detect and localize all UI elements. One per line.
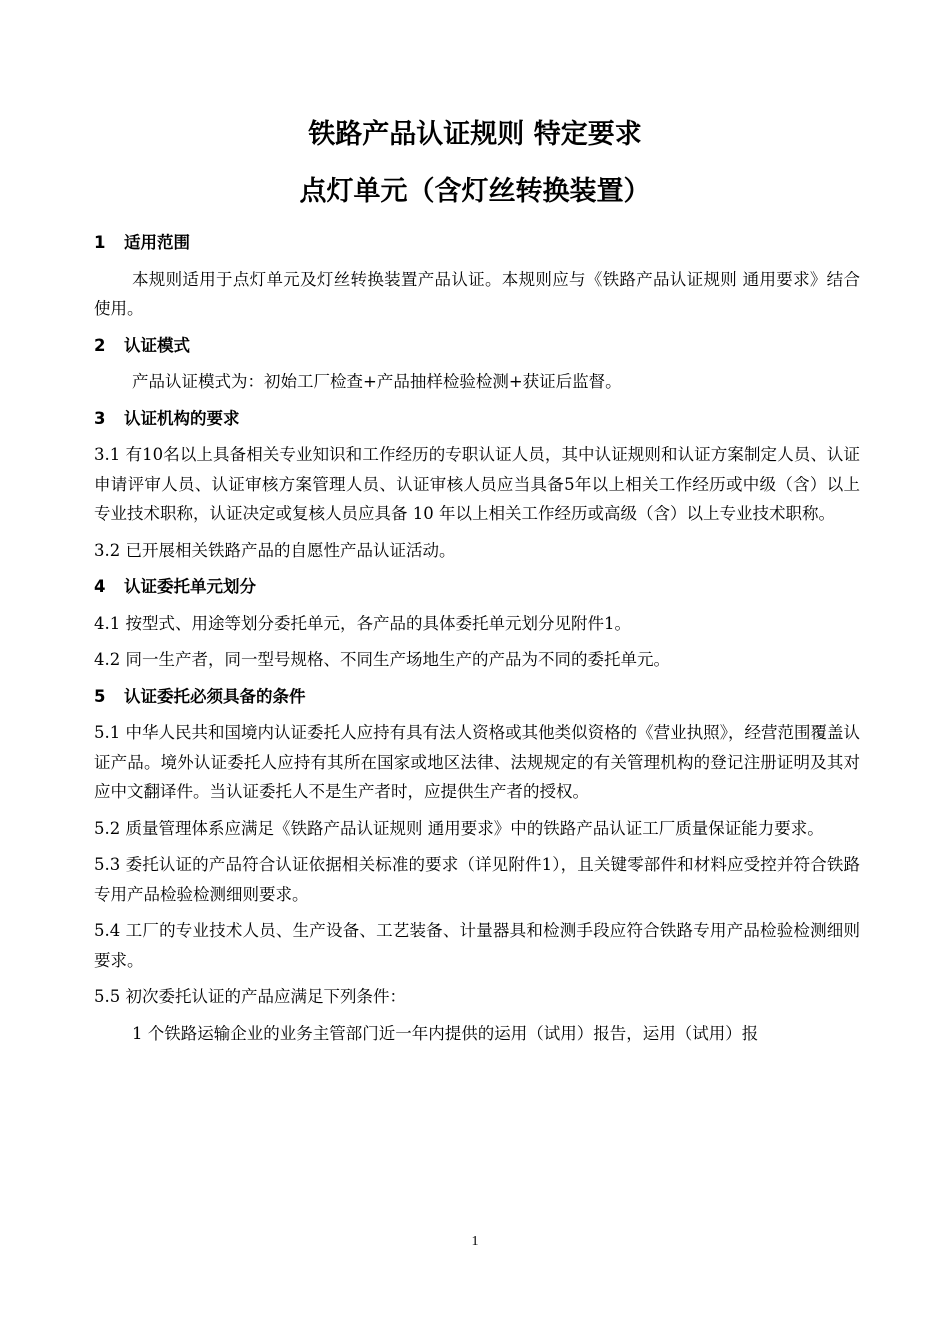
- document-body: [94, 228, 860, 1055]
- paragraph-5-1: 5.1 中华人民共和国境内认证委托人应持有具有法人资格或其他类似资格的《营业执照》，经营范围覆盖认证产品。境外认证委托人应持有其所在国家或地区法律、法规规定的有关管理机构的登记注册证明及其对应中文翻译件。当认证委托人不是生产者时，应提供生产者的授权。: [94, 723, 860, 801]
- section-heading-3: 3 认证机构的要求: [94, 408, 240, 428]
- section-heading-1: 1 适用范围: [94, 233, 190, 252]
- paragraph-5-3: 5.3 委托认证的产品符合认证依据相关标准的要求（详见附件1），且关键零部件和材料应受控并符合铁路专用产品检验检测细则要求。: [94, 855, 860, 904]
- paragraph-5-5-item-1: 1 个铁路运输企业的业务主管部门近一年内提供的运用（试用）报告，运用（试用）报: [132, 1023, 759, 1043]
- paragraph-5-4: 5.4 工厂的专业技术人员、生产设备、工艺装备、计量器具和检测手段应符合铁路专用产品检验检测细则要求。: [94, 921, 860, 970]
- page-number: 1: [471, 1234, 479, 1249]
- section-heading-5: 5 认证委托必须具备的条件: [94, 686, 306, 706]
- paragraph-4-2: 4.2 同一生产者，同一型号规格、不同生产场地生产的产品为不同的委托单元。: [94, 650, 670, 669]
- document-title: 铁路产品认证规则 特定要求: [308, 119, 642, 150]
- paragraph-2-body: 产品认证模式为：初始工厂检查+产品抽样检验检测+获证后监督。: [132, 372, 622, 391]
- paragraph-1-body: 本规则适用于点灯单元及灯丝转换装置产品认证。本规则应与《铁路产品认证规则 通用要求》结合使用。: [94, 269, 860, 318]
- paragraph-3-1: 3.1 有10名以上具备相关专业知识和工作经历的专职认证人员，其中认证规则和认证方案制定人员、认证申请评审人员、认证审核方案管理人员、认证审核人员应当具备5年以上相关工作经历或中级（含）以上专业技术职称，认证决定或复核人员应具备 10 年以上相关工作经历或高级（含）以上专业技术职称。: [94, 445, 860, 523]
- section-heading-2: 2 认证模式: [94, 335, 190, 355]
- paragraph-3-2: 3.2 已开展相关铁路产品的自愿性产品认证活动。: [94, 540, 456, 560]
- paragraph-5-5: 5.5 初次委托认证的产品应满足下列条件：: [94, 987, 406, 1006]
- paragraph-4-1: 4.1 按型式、用途等划分委托单元，各产品的具体委托单元划分见附件1。: [94, 613, 631, 633]
- paragraph-5-2: 5.2 质量管理体系应满足《铁路产品认证规则 通用要求》中的铁路产品认证工厂质量保证能力要求。: [94, 818, 824, 838]
- section-heading-4: 4 认证委托单元划分: [94, 577, 256, 596]
- document-subtitle: 点灯单元（含灯丝转换装置）: [299, 176, 651, 207]
